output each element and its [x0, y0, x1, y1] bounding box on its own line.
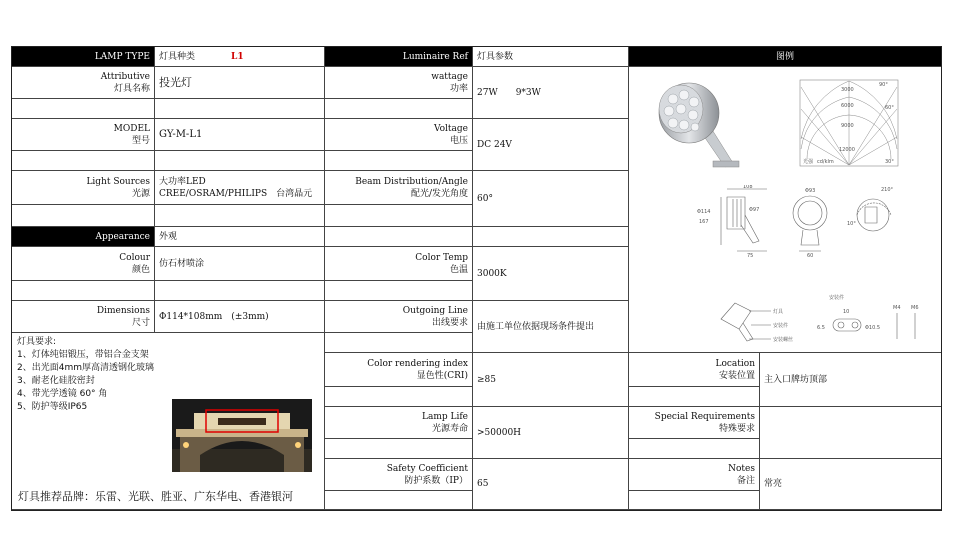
appearance-en: Appearance — [95, 231, 150, 242]
spacer-2b — [155, 151, 325, 171]
dim-167: 167 — [699, 219, 709, 225]
notes-value — [760, 459, 941, 510]
lamp-life-en: Lamp Life — [421, 411, 468, 422]
location-value-text: 主入口牌坊顶部 — [764, 374, 828, 385]
model-value — [155, 119, 325, 151]
parts-diagram — [717, 289, 937, 351]
dim-10: 10 — [843, 309, 850, 315]
dim-phi97: Φ97 — [749, 207, 760, 213]
notes-value-text: 常亮 — [764, 479, 783, 489]
lamp-type-label — [12, 47, 155, 67]
location-value — [760, 353, 941, 407]
model-cn: 型号 — [131, 135, 150, 146]
voltage-cn: 电压 — [449, 135, 468, 146]
requirement-item: 3、耐老化硅胶密封 — [17, 376, 95, 386]
light-sources-cn: 光源 — [131, 188, 150, 199]
model-label — [12, 119, 155, 151]
wattage-en: wattage — [431, 71, 468, 82]
safety-value-text: 65 — [477, 479, 489, 489]
safety-cn: 防护系数（IP） — [404, 475, 468, 486]
color-temp-cn: 色温 — [449, 264, 468, 275]
lamp-type-value-cell — [155, 47, 325, 67]
dimensions-value — [155, 301, 325, 333]
color-temp-label — [325, 247, 473, 281]
light-sources-en: Light Sources — [86, 176, 150, 187]
spacer-m4 — [325, 227, 473, 247]
voltage-value — [473, 119, 629, 171]
spacer-m8 — [325, 439, 473, 459]
requirement-item: 5、防护等级IP65 — [17, 402, 88, 412]
requirement-item: 4、带光学透镜 60° 角 — [17, 389, 108, 399]
color-temp-en: Color Temp — [415, 252, 468, 263]
spacer-3b — [155, 205, 325, 227]
outgoing-line-label — [325, 301, 473, 333]
safety-label — [325, 459, 473, 491]
part-mount: 安装件 — [773, 323, 789, 329]
dimensions-value-text: Φ114*108mm (±3mm) — [159, 311, 269, 322]
spec-sheet — [11, 46, 942, 511]
lamp-life-value — [473, 407, 629, 459]
lamp-life-value-text: >50000H — [477, 427, 522, 438]
wattage-value — [473, 67, 629, 119]
illustration-area — [629, 67, 941, 353]
colour-value-text: 仿石材喷涂 — [159, 258, 205, 269]
attributive-cn: 灯具名称 — [113, 83, 150, 94]
attributive-value — [155, 67, 325, 99]
special-req-cn: 特殊要求 — [718, 423, 755, 434]
colour-value — [155, 247, 325, 281]
lamp-type-cn: 灯具种类 — [159, 51, 196, 62]
spacer-m9 — [325, 491, 473, 510]
spacer-m2 — [325, 151, 473, 171]
spacer-r2 — [629, 439, 760, 459]
notes-cn: 备注 — [736, 475, 755, 486]
spacer-m3 — [325, 205, 473, 227]
dim-6-5: 6.5 — [817, 325, 825, 331]
outgoing-line-value — [473, 301, 629, 353]
wattage-cn: 功率 — [449, 83, 468, 94]
special-req-en: Special Requirements — [654, 411, 755, 422]
requirement-item: 2、出光面4mm厚高清透钢化玻璃 — [17, 363, 154, 373]
dim-phi114: Φ114 — [697, 209, 711, 215]
colour-label — [12, 247, 155, 281]
colour-cn: 颜色 — [131, 264, 150, 275]
outgoing-line-value-text: 由施工单位依据现场条件提出 — [477, 321, 595, 332]
dim-phi10-5: Φ10.5 — [865, 325, 881, 331]
part-lamp: 灯具 — [773, 309, 784, 315]
spacer-2 — [12, 151, 155, 171]
location-label — [629, 353, 760, 387]
dimensions-en: Dimensions — [96, 305, 150, 316]
polar-unit: cd/klm — [817, 159, 834, 165]
colour-en: Colour — [119, 252, 150, 263]
special-req-label — [629, 407, 760, 439]
dimension-drawing — [695, 185, 925, 257]
notes-en: Notes — [728, 463, 755, 474]
polar-angle-90: 90° — [879, 82, 888, 88]
attributive-en: Attributive — [100, 71, 150, 82]
appearance-label — [12, 227, 155, 247]
installation-photo — [172, 399, 312, 472]
outgoing-line-cn: 出线要求 — [431, 317, 468, 328]
spacer-r1 — [629, 387, 760, 407]
beam-value — [473, 171, 629, 227]
voltage-en: Voltage — [433, 123, 468, 134]
cri-en: Color rendering index — [367, 358, 468, 369]
part-mount-2: 安装件 — [829, 295, 845, 301]
light-sources-value — [155, 171, 325, 205]
spacer-m7 — [325, 387, 473, 407]
spacer-1b — [155, 99, 325, 119]
recommended-brands: 灯具推荐品牌：乐雷、光联、胜亚、广东华电、香港银河 — [18, 490, 293, 503]
spacer-m1 — [325, 99, 473, 119]
spacer-m5 — [325, 281, 473, 301]
wattage-label — [325, 67, 473, 99]
illustration-header — [629, 47, 941, 67]
spacer-4b — [155, 281, 325, 301]
polar-angle-30: 30° — [885, 159, 894, 165]
spacer-3 — [12, 205, 155, 227]
cri-cn: 显色性(CRI) — [416, 370, 468, 381]
luminaire-ref-label — [325, 47, 473, 67]
attributive-value-text: 投光灯 — [159, 75, 192, 89]
lamp-type-value: L1 — [231, 51, 244, 62]
lamp-life-cn: 光源寿命 — [431, 423, 468, 434]
cri-value-text: ≥85 — [477, 374, 496, 385]
luminaire-ref-cn-cell — [473, 47, 629, 67]
location-en: Location — [715, 358, 755, 369]
beam-cn: 配光/发光角度 — [410, 188, 468, 199]
cri-value — [473, 353, 629, 407]
outgoing-line-en: Outgoing Line — [402, 305, 468, 316]
polar-ring-3000: 3000 — [841, 87, 854, 93]
polar-unit-cn: 光强 — [803, 159, 814, 165]
color-temp-value-text: 3000K — [477, 268, 507, 279]
part-screw: 安装螺丝 — [773, 337, 794, 343]
spacer-m4b — [473, 227, 629, 247]
special-req-value — [760, 407, 941, 459]
dim-210deg: 210° — [881, 187, 894, 193]
lamp-life-label — [325, 407, 473, 439]
beam-en: Beam Distribution/Angle — [355, 176, 468, 187]
color-temp-value — [473, 247, 629, 301]
appearance-cn-cell — [155, 227, 325, 247]
model-value-text: GY-M-L1 — [159, 128, 203, 140]
model-en: MODEL — [113, 123, 150, 134]
spacer-r3 — [629, 491, 760, 510]
voltage-label — [325, 119, 473, 151]
screw-m6: M6 — [911, 305, 919, 311]
dim-108: 108 — [743, 185, 753, 190]
polar-ring-6000: 6000 — [841, 103, 854, 109]
requirement-item: 1、灯体纯铝锻压，带铝合金支架 — [17, 350, 149, 360]
dim-phi93: Φ93 — [805, 188, 816, 194]
safety-en: Safety Coefficient — [386, 463, 468, 474]
light-sources-value-2: CREE/OSRAM/PHILIPS 台湾晶元 — [159, 188, 313, 199]
requirements-title: 灯具要求: — [17, 337, 57, 347]
spacer-m6 — [325, 333, 473, 353]
dimensions-cn: 尺寸 — [131, 317, 150, 328]
dim-60: 60 — [807, 253, 814, 257]
beam-label — [325, 171, 473, 205]
light-sources-value-1: 大功率LED — [159, 176, 206, 187]
voltage-value-text: DC 24V — [477, 139, 512, 150]
attributive-label — [12, 67, 155, 99]
safety-value — [473, 459, 629, 510]
appearance-cn: 外观 — [159, 231, 178, 242]
spacer-4 — [12, 281, 155, 301]
polar-ring-9000: 9000 — [841, 123, 854, 129]
lamp-product-image — [651, 75, 746, 175]
lamp-type-label-text: LAMP TYPE — [94, 51, 150, 62]
beam-value-text: 60° — [477, 193, 493, 204]
cri-label — [325, 353, 473, 387]
wattage-value-text: 27W 9*3W — [477, 87, 541, 98]
dimensions-label — [12, 301, 155, 333]
illustration-label: 图例 — [775, 51, 794, 62]
dim-75: 75 — [747, 253, 754, 257]
notes-label — [629, 459, 760, 491]
luminaire-ref-text: Luminaire Ref — [402, 51, 468, 62]
luminaire-ref-cn: 灯具参数 — [477, 51, 514, 62]
dim-10deg: 10° — [847, 221, 856, 227]
spacer-1 — [12, 99, 155, 119]
location-cn: 安装位置 — [718, 370, 755, 381]
polar-angle-60: 60° — [885, 105, 894, 111]
light-sources-label — [12, 171, 155, 205]
screw-m4: M4 — [893, 305, 901, 311]
polar-ring-12000: 12000 — [839, 147, 855, 153]
polar-light-distribution-diagram — [799, 79, 899, 167]
requirements-block — [12, 333, 325, 510]
